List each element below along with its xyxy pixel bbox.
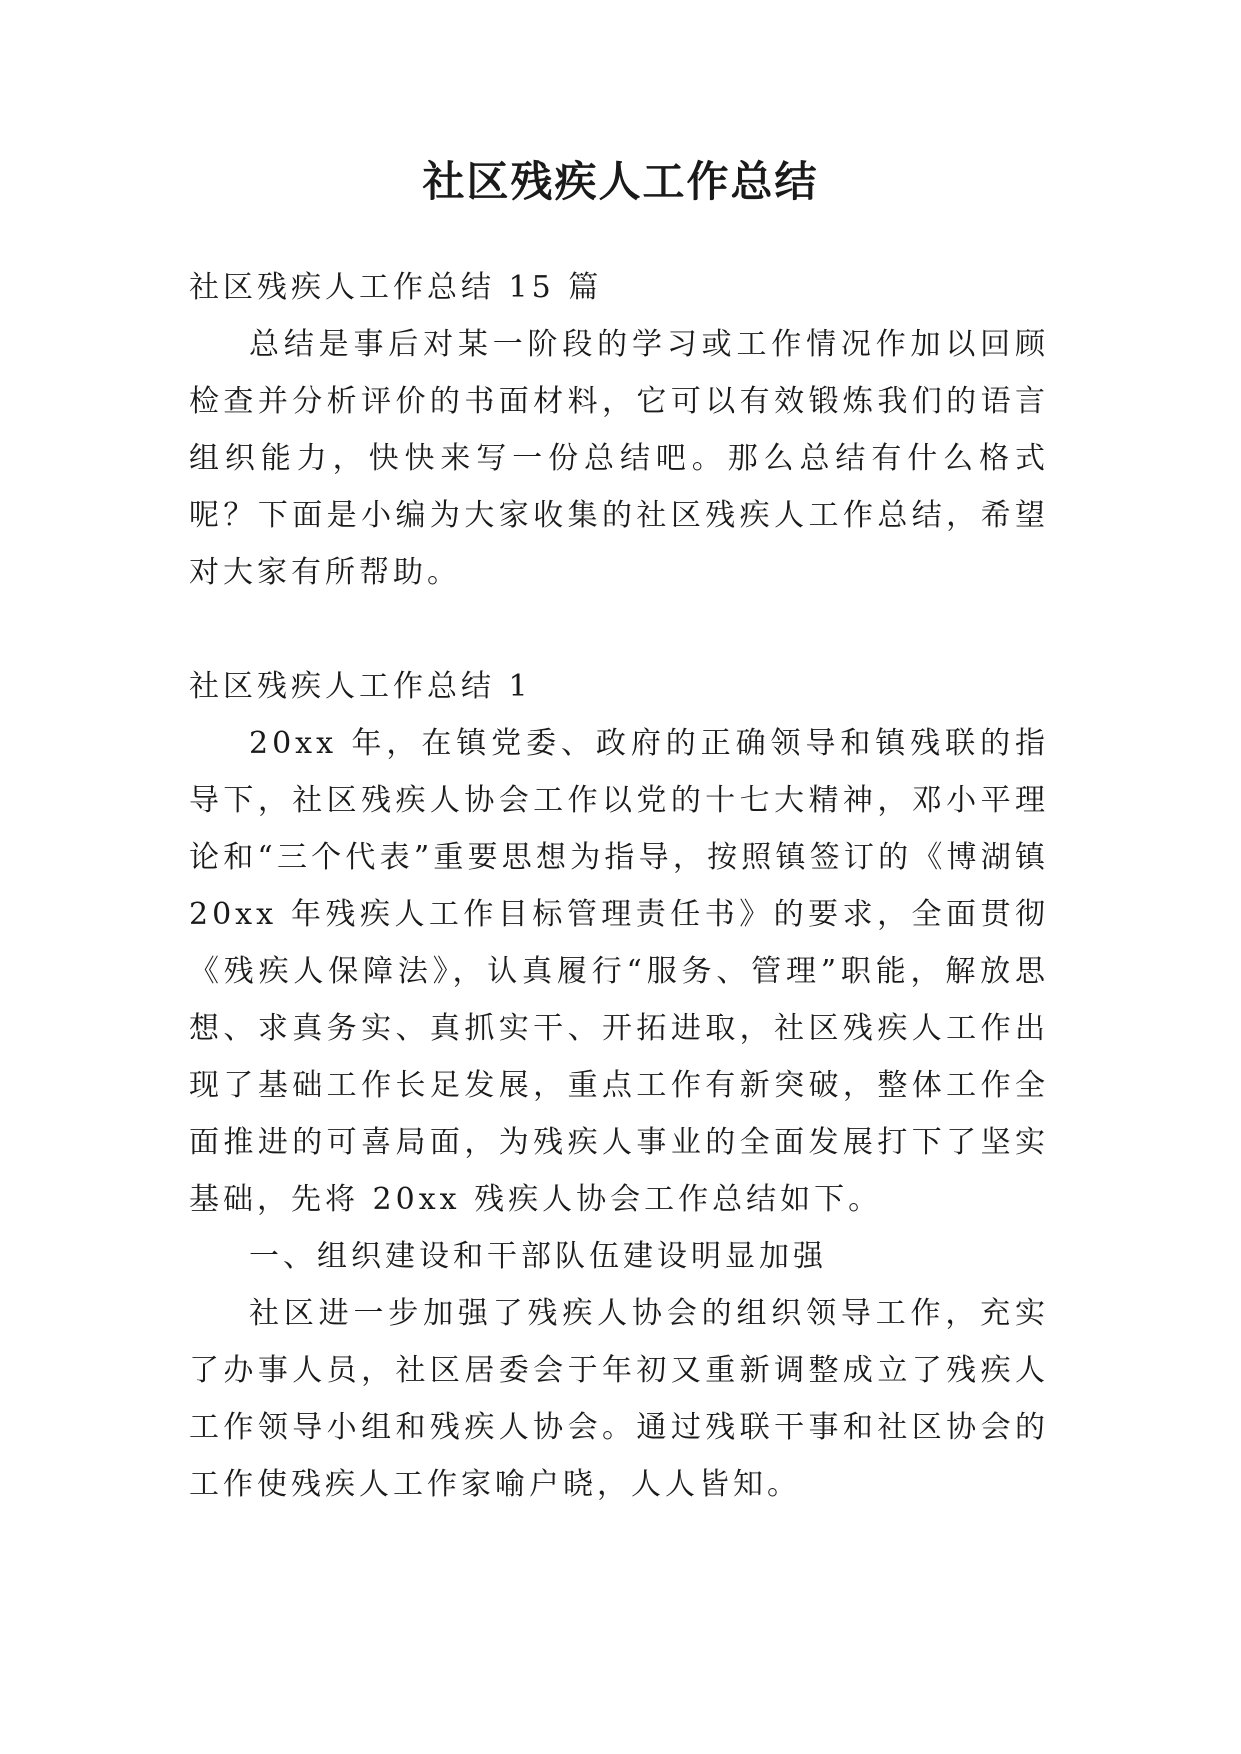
intro-paragraph: 总结是事后对某一阶段的学习或工作情况作加以回顾检查并分析评价的书面材料，它可以有效锻炼我们的语言组织能力，快快来写一份总结吧。那么总结有什么格式呢？下面是小编为大家收集的社区残疾人工作总结，希望对大家有所帮助。 [189, 327, 1049, 590]
section-heading: 社区残疾人工作总结 1 [189, 669, 532, 704]
document-subtitle: 社区残疾人工作总结 15 篇 [189, 270, 603, 305]
point-paragraph: 社区进一步加强了残疾人协会的组织领导工作，充实了办事人员，社区居委会于年初又重新调整成立了残疾人工作领导小组和残疾人协会。通过残联干事和社区协会的工作使残疾人工作家喻户晓，人人皆知。 [189, 1296, 1049, 1502]
section-paragraph: 20xx 年，在镇党委、政府的正确领导和镇残联的指导下，社区残疾人协会工作以党的十七大精神，邓小平理论和“三个代表”重要思想为指导，按照镇签订的《博湖镇 20xx 年残疾人工作目标管理责任书》的要求，全面贯彻《残疾人保障法》，认真履行“服务、管理”职能，解放思想、求真务实、真抓实干、开拓进取，社区残疾人工作出现了基础工作长足发展，重点工作有新突破，整体工作全面推进的可喜局面，为残疾人事业的全面发展打下了坚实基础，先将 20xx 残疾人协会工作总结如下。 [189, 726, 1049, 1217]
document-body [189, 259, 1049, 1513]
point-heading: 一、组织建设和干部队伍建设明显加强 [249, 1239, 827, 1274]
document-title: 社区残疾人工作总结 [422, 157, 819, 206]
paragraph-gap [189, 601, 1049, 658]
